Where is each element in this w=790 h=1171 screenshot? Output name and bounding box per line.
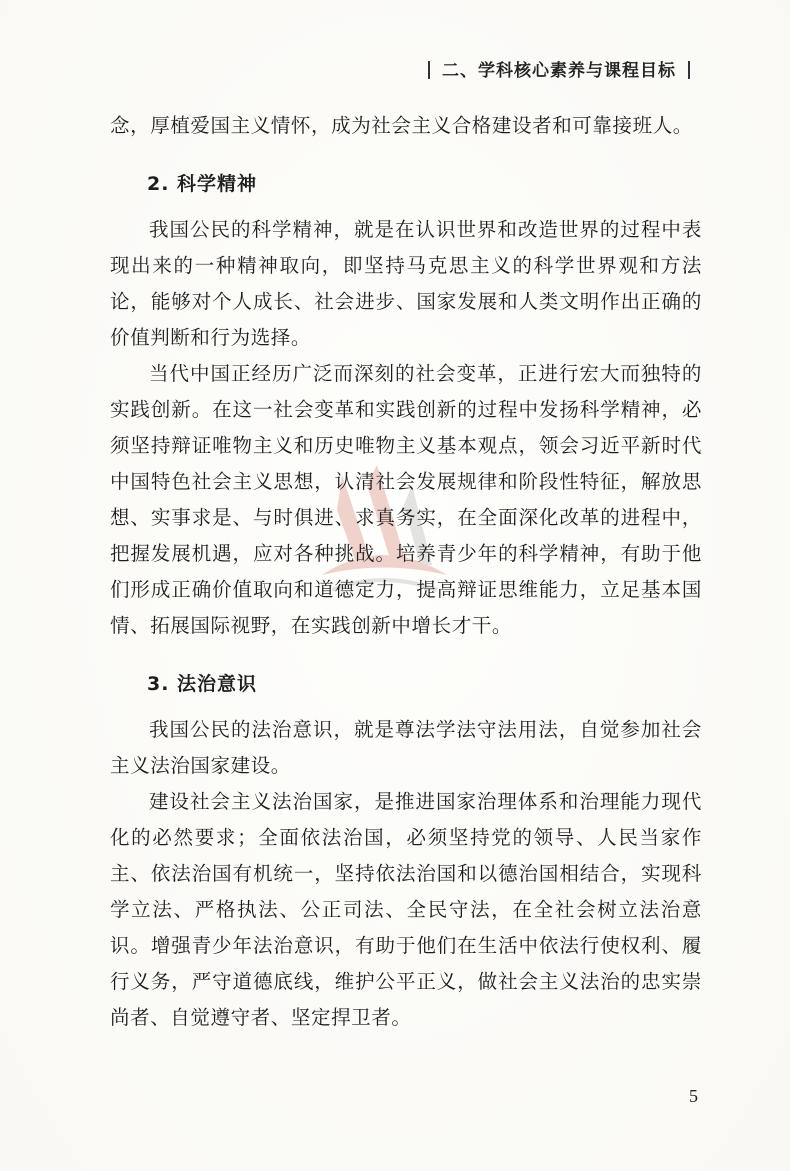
running-head-title: 二、学科核心素养与课程目标	[442, 61, 676, 81]
section-heading-rule-of-law: 3. 法治意识	[147, 673, 258, 695]
section-heading-science-spirit: 2. 科学精神	[147, 173, 258, 195]
paragraph-law-elaboration: 建设社会主义法治国家，是推进国家治理体系和治理能力现代化的必然要求；全面依法治国，必须坚持党的领导、人民当家作主、依法治国有机统一，坚持依法治国和以德治国相结合，实现科学立法、严格执法、公正司法、全民守法，在全社会树立法治意识。增强青少年法治意识，有助于他们在生活中依法行使权利、履行义务，严守道德底线，维护公平正义，做社会主义法治的忠实崇尚者、自觉遵守者、坚定捍卫者。	[110, 790, 702, 1029]
page-number: 5	[689, 1086, 698, 1106]
paragraph-science-elaboration: 当代中国正经历广泛而深刻的社会变革，正进行宏大而独特的实践创新。在这一社会变革和实践创新的过程中发扬科学精神，必须坚持辩证唯物主义和历史唯物主义基本观点，领会习近平新时代中国特色社会主义思想，认清社会发展规律和阶段性特征，解放思想、实事求是、与时俱进、求真务实，在全面深化改革的进程中，把握发展机遇，应对各种挑战。培养青少年的科学精神，有助于他们形成正确价值取向和道德定力，提高辩证思维能力，立足基本国情、拓展国际视野，在实践创新中增长才干。	[110, 362, 702, 637]
paragraph-law-definition: 我国公民的法治意识，就是尊法学法守法用法，自觉参加社会主义法治国家建设。	[110, 718, 702, 777]
paragraph-science-definition: 我国公民的科学精神，就是在认识世界和改造世界的过程中表现出来的一种精神取向，即坚持马克思主义的科学世界观和方法论，能够对个人成长、社会进步、国家发展和人类文明作出正确的价值判断和行为选择。	[110, 218, 702, 349]
running-head-right-divider	[688, 61, 690, 79]
running-head	[416, 56, 702, 81]
page-body	[110, 108, 702, 1036]
running-head-left-divider	[428, 61, 430, 79]
paragraph-continuation: 念，厚植爱国主义情怀，成为社会主义合格建设者和可靠接班人。	[110, 114, 693, 137]
